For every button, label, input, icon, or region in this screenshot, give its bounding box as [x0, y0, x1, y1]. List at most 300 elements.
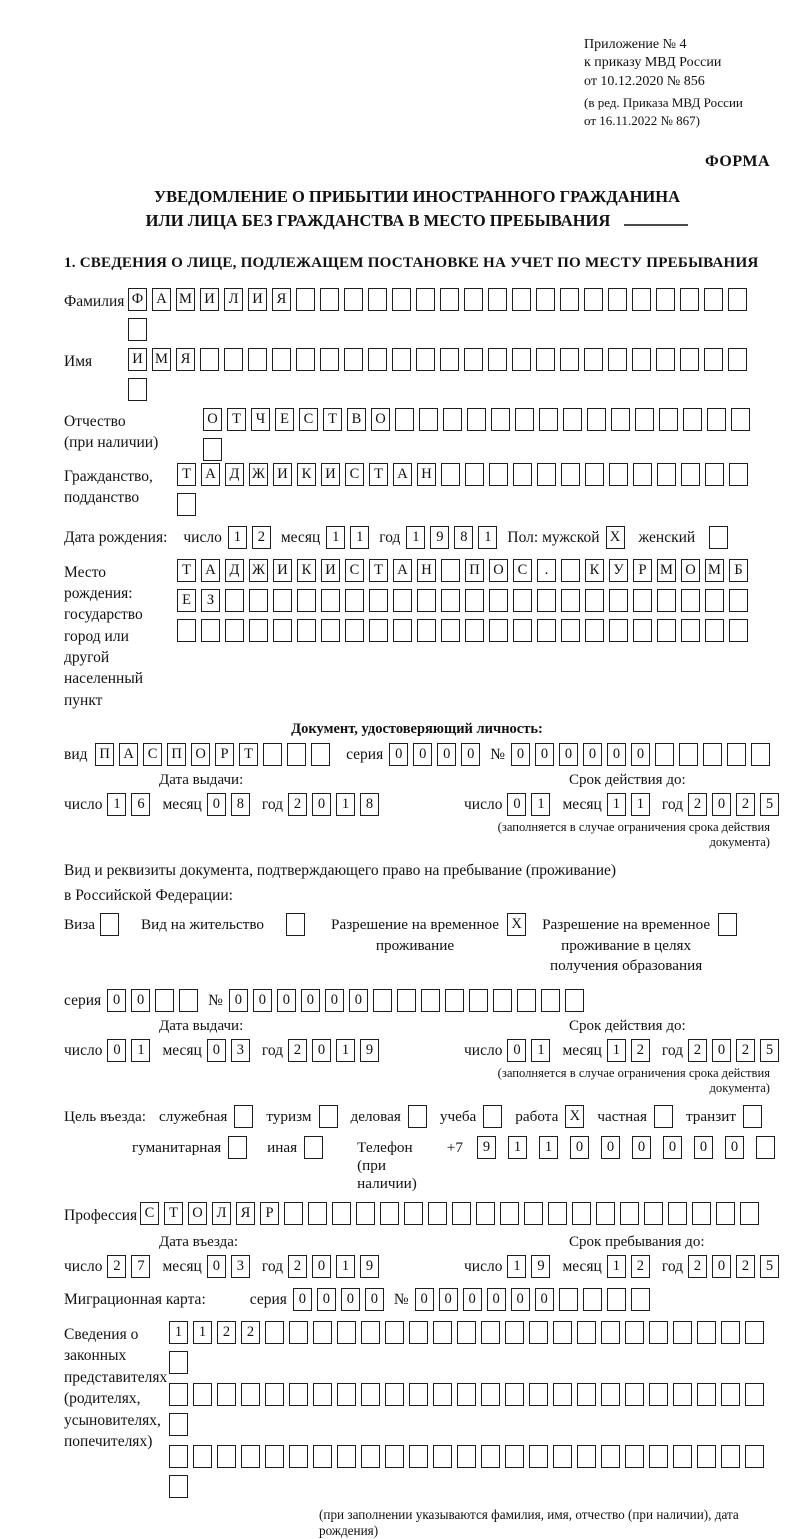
char-box[interactable]: [373, 989, 392, 1012]
char-box[interactable]: [193, 1383, 212, 1406]
char-box[interactable]: 1: [631, 793, 650, 816]
purpose-private-checkbox[interactable]: [654, 1105, 673, 1128]
char-box[interactable]: [657, 589, 676, 612]
char-box[interactable]: 2: [631, 1039, 650, 1062]
char-box[interactable]: 2: [688, 1039, 707, 1062]
char-box[interactable]: Ф: [128, 288, 147, 311]
residence-permit-checkbox[interactable]: [286, 913, 305, 936]
char-box[interactable]: 1: [350, 526, 369, 549]
char-box[interactable]: [433, 1445, 452, 1468]
char-box[interactable]: [536, 288, 555, 311]
char-box[interactable]: [155, 989, 174, 1012]
char-box[interactable]: [265, 1445, 284, 1468]
char-box[interactable]: П: [95, 743, 114, 766]
char-box[interactable]: 3: [231, 1255, 250, 1278]
char-box[interactable]: [559, 1288, 578, 1311]
char-box[interactable]: [313, 1383, 332, 1406]
char-box[interactable]: [417, 589, 436, 612]
char-box[interactable]: 2: [252, 526, 271, 549]
char-box[interactable]: 2: [241, 1321, 260, 1344]
char-box[interactable]: 0: [439, 1288, 458, 1311]
char-box[interactable]: [345, 589, 364, 612]
char-box[interactable]: [284, 1202, 303, 1225]
char-box[interactable]: [515, 408, 534, 431]
char-box[interactable]: [729, 619, 748, 642]
char-box[interactable]: [287, 743, 306, 766]
char-box[interactable]: [481, 1383, 500, 1406]
char-box[interactable]: 2: [736, 793, 755, 816]
char-box[interactable]: [169, 1445, 188, 1468]
char-box[interactable]: [529, 1383, 548, 1406]
char-box[interactable]: [625, 1383, 644, 1406]
char-box[interactable]: Д: [225, 559, 244, 582]
char-box[interactable]: Л: [224, 288, 243, 311]
char-box[interactable]: [679, 743, 698, 766]
char-box[interactable]: [585, 589, 604, 612]
char-box[interactable]: [321, 619, 340, 642]
char-box[interactable]: А: [201, 463, 220, 486]
purpose-other-checkbox[interactable]: [304, 1136, 323, 1159]
char-box[interactable]: [505, 1445, 524, 1468]
char-box[interactable]: [177, 619, 196, 642]
char-box[interactable]: А: [152, 288, 171, 311]
char-box[interactable]: [529, 1321, 548, 1344]
char-box[interactable]: [368, 288, 387, 311]
char-box[interactable]: Ч: [251, 408, 270, 431]
char-box[interactable]: [513, 463, 532, 486]
char-box[interactable]: [289, 1383, 308, 1406]
char-box[interactable]: [587, 408, 606, 431]
char-box[interactable]: [296, 348, 315, 371]
char-box[interactable]: [488, 288, 507, 311]
char-box[interactable]: [441, 559, 460, 582]
char-box[interactable]: П: [167, 743, 186, 766]
char-box[interactable]: 0: [712, 793, 731, 816]
char-box[interactable]: [332, 1202, 351, 1225]
char-box[interactable]: [273, 619, 292, 642]
char-box[interactable]: [203, 438, 222, 461]
char-box[interactable]: 1: [131, 1039, 150, 1062]
char-box[interactable]: [608, 348, 627, 371]
char-box[interactable]: [505, 1383, 524, 1406]
char-box[interactable]: 2: [736, 1255, 755, 1278]
char-box[interactable]: [513, 619, 532, 642]
char-box[interactable]: [649, 1383, 668, 1406]
char-box[interactable]: [512, 288, 531, 311]
char-box[interactable]: Д: [225, 463, 244, 486]
char-box[interactable]: [393, 619, 412, 642]
char-box[interactable]: [488, 348, 507, 371]
char-box[interactable]: [344, 288, 363, 311]
char-box[interactable]: [493, 989, 512, 1012]
char-box[interactable]: [680, 288, 699, 311]
char-box[interactable]: 2: [688, 1255, 707, 1278]
char-box[interactable]: С: [345, 559, 364, 582]
char-box[interactable]: 0: [389, 743, 408, 766]
char-box[interactable]: .: [537, 559, 556, 582]
char-box[interactable]: 0: [570, 1136, 589, 1159]
char-box[interactable]: 1: [107, 793, 126, 816]
char-box[interactable]: [673, 1383, 692, 1406]
char-box[interactable]: Р: [260, 1202, 279, 1225]
char-box[interactable]: 9: [477, 1136, 496, 1159]
char-box[interactable]: 9: [360, 1255, 379, 1278]
char-box[interactable]: [703, 743, 722, 766]
char-box[interactable]: Т: [177, 463, 196, 486]
char-box[interactable]: И: [321, 463, 340, 486]
char-box[interactable]: [633, 589, 652, 612]
char-box[interactable]: 0: [583, 743, 602, 766]
char-box[interactable]: [441, 619, 460, 642]
char-box[interactable]: З: [201, 589, 220, 612]
char-box[interactable]: 0: [301, 989, 320, 1012]
char-box[interactable]: [740, 1202, 759, 1225]
char-box[interactable]: [673, 1321, 692, 1344]
char-box[interactable]: [385, 1445, 404, 1468]
char-box[interactable]: [241, 1445, 260, 1468]
char-box[interactable]: К: [297, 463, 316, 486]
char-box[interactable]: Ж: [249, 463, 268, 486]
char-box[interactable]: 5: [760, 1255, 779, 1278]
char-box[interactable]: [289, 1321, 308, 1344]
char-box[interactable]: 0: [663, 1136, 682, 1159]
char-box[interactable]: [441, 463, 460, 486]
char-box[interactable]: [577, 1321, 596, 1344]
char-box[interactable]: [707, 408, 726, 431]
char-box[interactable]: [649, 1445, 668, 1468]
char-box[interactable]: [745, 1383, 764, 1406]
char-box[interactable]: [179, 989, 198, 1012]
char-box[interactable]: [457, 1321, 476, 1344]
char-box[interactable]: [601, 1321, 620, 1344]
char-box[interactable]: [433, 1383, 452, 1406]
char-box[interactable]: [553, 1321, 572, 1344]
char-box[interactable]: [609, 619, 628, 642]
char-box[interactable]: О: [188, 1202, 207, 1225]
char-box[interactable]: [537, 619, 556, 642]
char-box[interactable]: [577, 1383, 596, 1406]
char-box[interactable]: 1: [607, 1039, 626, 1062]
char-box[interactable]: [404, 1202, 423, 1225]
char-box[interactable]: И: [200, 288, 219, 311]
char-box[interactable]: [409, 1321, 428, 1344]
char-box[interactable]: [697, 1321, 716, 1344]
char-box[interactable]: [344, 348, 363, 371]
char-box[interactable]: 2: [688, 793, 707, 816]
char-box[interactable]: [416, 288, 435, 311]
char-box[interactable]: [313, 1321, 332, 1344]
char-box[interactable]: 0: [277, 989, 296, 1012]
char-box[interactable]: [529, 1445, 548, 1468]
char-box[interactable]: 0: [712, 1255, 731, 1278]
char-box[interactable]: [537, 463, 556, 486]
char-box[interactable]: [727, 743, 746, 766]
char-box[interactable]: [585, 619, 604, 642]
char-box[interactable]: [419, 408, 438, 431]
char-box[interactable]: [308, 1202, 327, 1225]
char-box[interactable]: [452, 1202, 471, 1225]
char-box[interactable]: 9: [531, 1255, 550, 1278]
char-box[interactable]: 1: [336, 793, 355, 816]
char-box[interactable]: А: [119, 743, 138, 766]
char-box[interactable]: Н: [417, 463, 436, 486]
char-box[interactable]: [756, 1136, 775, 1159]
char-box[interactable]: [369, 589, 388, 612]
purpose-humanitarian-checkbox[interactable]: [228, 1136, 247, 1159]
char-box[interactable]: [356, 1202, 375, 1225]
char-box[interactable]: [433, 1321, 452, 1344]
char-box[interactable]: [193, 1445, 212, 1468]
char-box[interactable]: [745, 1321, 764, 1344]
char-box[interactable]: [500, 1202, 519, 1225]
char-box[interactable]: [476, 1202, 495, 1225]
char-box[interactable]: [683, 408, 702, 431]
char-box[interactable]: [721, 1321, 740, 1344]
char-box[interactable]: [464, 348, 483, 371]
char-box[interactable]: Т: [323, 408, 342, 431]
char-box[interactable]: [441, 589, 460, 612]
sex-female-checkbox[interactable]: [709, 526, 728, 549]
char-box[interactable]: Л: [212, 1202, 231, 1225]
char-box[interactable]: [656, 288, 675, 311]
char-box[interactable]: [368, 348, 387, 371]
char-box[interactable]: К: [585, 559, 604, 582]
char-box[interactable]: [705, 619, 724, 642]
char-box[interactable]: М: [657, 559, 676, 582]
char-box[interactable]: [177, 493, 196, 516]
char-box[interactable]: [320, 288, 339, 311]
char-box[interactable]: [560, 348, 579, 371]
char-box[interactable]: [537, 589, 556, 612]
char-box[interactable]: П: [465, 559, 484, 582]
char-box[interactable]: 1: [336, 1039, 355, 1062]
char-box[interactable]: 0: [607, 743, 626, 766]
char-box[interactable]: [457, 1445, 476, 1468]
char-box[interactable]: Б: [729, 559, 748, 582]
char-box[interactable]: 0: [511, 743, 530, 766]
purpose-business-checkbox[interactable]: [408, 1105, 427, 1128]
char-box[interactable]: [692, 1202, 711, 1225]
char-box[interactable]: [745, 1445, 764, 1468]
char-box[interactable]: [217, 1445, 236, 1468]
char-box[interactable]: В: [347, 408, 366, 431]
char-box[interactable]: [289, 1445, 308, 1468]
char-box[interactable]: [680, 348, 699, 371]
char-box[interactable]: [263, 743, 282, 766]
char-box[interactable]: [273, 589, 292, 612]
char-box[interactable]: 2: [217, 1321, 236, 1344]
char-box[interactable]: [443, 408, 462, 431]
char-box[interactable]: [440, 348, 459, 371]
char-box[interactable]: [681, 589, 700, 612]
char-box[interactable]: [565, 989, 584, 1012]
char-box[interactable]: 9: [430, 526, 449, 549]
char-box[interactable]: 0: [312, 1255, 331, 1278]
char-box[interactable]: [513, 589, 532, 612]
char-box[interactable]: [481, 1445, 500, 1468]
char-box[interactable]: [563, 408, 582, 431]
char-box[interactable]: Т: [227, 408, 246, 431]
char-box[interactable]: [469, 989, 488, 1012]
char-box[interactable]: М: [705, 559, 724, 582]
char-box[interactable]: [385, 1383, 404, 1406]
char-box[interactable]: Е: [177, 589, 196, 612]
char-box[interactable]: 0: [325, 989, 344, 1012]
char-box[interactable]: [445, 989, 464, 1012]
char-box[interactable]: [169, 1475, 188, 1498]
char-box[interactable]: [721, 1383, 740, 1406]
char-box[interactable]: 5: [760, 793, 779, 816]
char-box[interactable]: [633, 463, 652, 486]
char-box[interactable]: 0: [487, 1288, 506, 1311]
purpose-study-checkbox[interactable]: [483, 1105, 502, 1128]
char-box[interactable]: [585, 463, 604, 486]
char-box[interactable]: 8: [454, 526, 473, 549]
char-box[interactable]: 1: [478, 526, 497, 549]
char-box[interactable]: [632, 288, 651, 311]
char-box[interactable]: 0: [415, 1288, 434, 1311]
char-box[interactable]: 0: [507, 793, 526, 816]
char-box[interactable]: [265, 1383, 284, 1406]
char-box[interactable]: [560, 288, 579, 311]
char-box[interactable]: Я: [236, 1202, 255, 1225]
char-box[interactable]: [409, 1445, 428, 1468]
char-box[interactable]: [465, 619, 484, 642]
char-box[interactable]: 7: [131, 1255, 150, 1278]
char-box[interactable]: [728, 348, 747, 371]
char-box[interactable]: [440, 288, 459, 311]
char-box[interactable]: 5: [760, 1039, 779, 1062]
char-box[interactable]: [561, 589, 580, 612]
char-box[interactable]: [681, 619, 700, 642]
char-box[interactable]: М: [152, 348, 171, 371]
char-box[interactable]: [611, 408, 630, 431]
sex-male-checkbox[interactable]: X: [606, 526, 625, 549]
char-box[interactable]: 1: [531, 1039, 550, 1062]
char-box[interactable]: Т: [177, 559, 196, 582]
char-box[interactable]: [297, 619, 316, 642]
char-box[interactable]: [524, 1202, 543, 1225]
char-box[interactable]: [731, 408, 750, 431]
char-box[interactable]: [561, 619, 580, 642]
char-box[interactable]: [649, 1321, 668, 1344]
char-box[interactable]: [631, 1288, 650, 1311]
char-box[interactable]: [596, 1202, 615, 1225]
char-box[interactable]: [416, 348, 435, 371]
char-box[interactable]: 1: [336, 1255, 355, 1278]
char-box[interactable]: Е: [275, 408, 294, 431]
char-box[interactable]: 0: [131, 989, 150, 1012]
char-box[interactable]: [553, 1445, 572, 1468]
char-box[interactable]: [607, 1288, 626, 1311]
purpose-work-checkbox[interactable]: X: [565, 1105, 584, 1128]
char-box[interactable]: [489, 619, 508, 642]
char-box[interactable]: 0: [632, 1136, 651, 1159]
char-box[interactable]: [644, 1202, 663, 1225]
char-box[interactable]: 0: [535, 743, 554, 766]
char-box[interactable]: 2: [288, 793, 307, 816]
char-box[interactable]: [296, 288, 315, 311]
char-box[interactable]: А: [393, 559, 412, 582]
char-box[interactable]: [751, 743, 770, 766]
char-box[interactable]: А: [201, 559, 220, 582]
char-box[interactable]: [491, 408, 510, 431]
char-box[interactable]: 0: [341, 1288, 360, 1311]
char-box[interactable]: Р: [215, 743, 234, 766]
char-box[interactable]: 9: [360, 1039, 379, 1062]
char-box[interactable]: [169, 1383, 188, 1406]
char-box[interactable]: О: [489, 559, 508, 582]
char-box[interactable]: [704, 348, 723, 371]
char-box[interactable]: [729, 589, 748, 612]
temp-residence-education-checkbox[interactable]: [718, 913, 737, 936]
char-box[interactable]: С: [143, 743, 162, 766]
char-box[interactable]: [395, 408, 414, 431]
char-box[interactable]: [705, 463, 724, 486]
char-box[interactable]: 0: [253, 989, 272, 1012]
char-box[interactable]: [417, 619, 436, 642]
char-box[interactable]: [625, 1445, 644, 1468]
char-box[interactable]: 0: [461, 743, 480, 766]
char-box[interactable]: [609, 463, 628, 486]
char-box[interactable]: [409, 1383, 428, 1406]
char-box[interactable]: [633, 619, 652, 642]
char-box[interactable]: 0: [312, 1039, 331, 1062]
char-box[interactable]: У: [609, 559, 628, 582]
char-box[interactable]: [385, 1321, 404, 1344]
char-box[interactable]: [201, 619, 220, 642]
char-box[interactable]: [421, 989, 440, 1012]
char-box[interactable]: [128, 378, 147, 401]
char-box[interactable]: [481, 1321, 500, 1344]
char-box[interactable]: 1: [228, 526, 247, 549]
char-box[interactable]: [369, 619, 388, 642]
char-box[interactable]: [553, 1383, 572, 1406]
char-box[interactable]: [249, 619, 268, 642]
char-box[interactable]: 8: [231, 793, 250, 816]
char-box[interactable]: [392, 348, 411, 371]
char-box[interactable]: 8: [360, 793, 379, 816]
char-box[interactable]: [241, 1383, 260, 1406]
char-box[interactable]: И: [128, 348, 147, 371]
char-box[interactable]: [249, 589, 268, 612]
char-box[interactable]: 0: [725, 1136, 744, 1159]
char-box[interactable]: [320, 348, 339, 371]
temp-residence-checkbox[interactable]: X: [507, 913, 526, 936]
char-box[interactable]: [224, 348, 243, 371]
char-box[interactable]: 0: [535, 1288, 554, 1311]
char-box[interactable]: Н: [417, 559, 436, 582]
char-box[interactable]: [489, 463, 508, 486]
char-box[interactable]: 0: [601, 1136, 620, 1159]
char-box[interactable]: 0: [694, 1136, 713, 1159]
char-box[interactable]: 0: [559, 743, 578, 766]
char-box[interactable]: [345, 619, 364, 642]
char-box[interactable]: О: [191, 743, 210, 766]
char-box[interactable]: 0: [712, 1039, 731, 1062]
char-box[interactable]: [313, 1445, 332, 1468]
char-box[interactable]: 1: [607, 1255, 626, 1278]
char-box[interactable]: 1: [508, 1136, 527, 1159]
char-box[interactable]: [697, 1383, 716, 1406]
char-box[interactable]: О: [371, 408, 390, 431]
char-box[interactable]: 0: [631, 743, 650, 766]
char-box[interactable]: [392, 288, 411, 311]
char-box[interactable]: [465, 463, 484, 486]
char-box[interactable]: 2: [631, 1255, 650, 1278]
char-box[interactable]: И: [273, 559, 292, 582]
char-box[interactable]: Т: [369, 559, 388, 582]
